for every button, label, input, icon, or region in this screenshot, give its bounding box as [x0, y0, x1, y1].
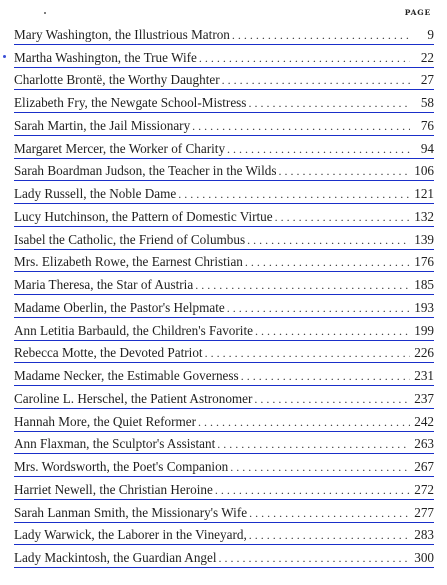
toc-entry-link[interactable] [14, 141, 434, 159]
toc-entry [14, 22, 434, 45]
toc-entry [14, 363, 434, 386]
dot-leader [217, 436, 410, 452]
toc-entry-page-number: 272 [414, 481, 434, 497]
toc-entry-link[interactable] [14, 72, 434, 90]
dot-leader [247, 232, 410, 248]
toc-entry [14, 272, 434, 295]
dot-leader [205, 345, 410, 361]
dot-leader [192, 118, 410, 134]
toc-entry-title: Mrs. Wordsworth, the Poet's Companion [14, 459, 229, 474]
dot-leader [232, 27, 410, 43]
toc-entry [14, 409, 434, 432]
dot-leader [215, 482, 410, 498]
toc-entry-title: Elizabeth Fry, the Newgate School-Mistress [14, 95, 247, 110]
dot-leader [219, 550, 410, 566]
toc-entry-page-number: 121 [414, 186, 434, 201]
toc-entry-link[interactable] [14, 118, 434, 136]
toc-entry-link[interactable] [14, 95, 434, 113]
dot-leader [255, 323, 410, 339]
toc-entry-title: Madame Necker, the Estimable Governess [14, 368, 239, 383]
toc-entry-title: Margaret Mercer, the Worker of Charity [14, 140, 226, 156]
toc-entry [14, 68, 434, 91]
toc-entry-page-number: 199 [414, 322, 434, 338]
toc-entry-title: Rebecca Motte, the Devoted Patriot [14, 345, 203, 361]
dot-leader [178, 186, 410, 202]
toc-entry-page-number: 283 [414, 527, 434, 543]
toc-entry-title: Sarah Martin, the Jail Missionary [14, 117, 191, 133]
toc-entry-page-number: 263 [414, 436, 434, 452]
toc-entry [14, 545, 434, 568]
toc-entry [14, 432, 434, 455]
toc-entry [14, 136, 434, 159]
dot-leader [222, 72, 410, 88]
toc-entry-title: Caroline L. Herschel, the Patient Astronomer [14, 390, 253, 406]
toc-entry-link[interactable] [14, 482, 434, 500]
toc-entry-title: Maria Theresa, the Star of Austria [14, 277, 194, 292]
toc-entry-page-number: 176 [414, 254, 434, 270]
toc-entry-title: Madame Oberlin, the Pastor's Helpmate [14, 299, 225, 315]
toc-entry [14, 341, 434, 364]
toc-entry [14, 204, 434, 227]
toc-entry-page-number: 242 [414, 413, 434, 429]
dot-leader [278, 163, 410, 179]
toc-entry-link[interactable] [14, 459, 434, 477]
toc-entry-link[interactable] [14, 391, 434, 409]
toc-entry-page-number: 185 [414, 277, 434, 292]
dot-leader [245, 254, 410, 270]
toc-entry-title: Mary Washington, the Illustrious Matron [14, 26, 230, 42]
toc-entry [14, 45, 434, 68]
toc-entry-title: Hannah More, the Quiet Reformer [14, 413, 196, 429]
dot-leader [199, 50, 410, 66]
toc-entry-page-number: 76 [420, 117, 434, 133]
toc-entry [14, 181, 434, 204]
toc-entry-title: Lady Mackintosh, the Guardian Angel [14, 550, 217, 565]
toc-entry [14, 295, 434, 318]
toc-entry-link[interactable] [14, 50, 434, 68]
toc-entry-page-number: 139 [414, 231, 434, 247]
toc-entry-link[interactable] [14, 232, 434, 250]
dot-leader [249, 527, 410, 543]
page-column-header: PAGE [404, 8, 431, 17]
toc-entry-page-number: 277 [414, 504, 434, 520]
toc-entry-link[interactable] [14, 436, 434, 454]
toc-entry-link[interactable] [14, 300, 434, 318]
table-of-contents [14, 22, 434, 568]
toc-entry-title: Mrs. Elizabeth Rowe, the Earnest Christian [14, 254, 243, 270]
toc-entry [14, 227, 434, 250]
toc-entry-page-number: 193 [414, 299, 434, 315]
toc-entry-page-number: 226 [414, 345, 434, 361]
toc-entry-link[interactable] [14, 368, 434, 386]
toc-entry-link[interactable] [14, 254, 434, 272]
toc-entry-page-number: 22 [420, 49, 434, 65]
toc-entry-title: Sarah Boardman Judson, the Teacher in the Wilds [14, 163, 277, 179]
dot-leader [230, 459, 410, 475]
dot-leader [227, 141, 410, 157]
toc-entry-title: Charlotte Brontë, the Worthy Daughter [14, 72, 220, 88]
toc-entry-link[interactable] [14, 527, 434, 545]
margin-ink-dot [3, 55, 6, 58]
toc-entry [14, 159, 434, 182]
toc-entry-page-number: 58 [420, 95, 434, 110]
toc-entry-page-number: 231 [414, 368, 434, 383]
toc-entry-title: Ann Letitia Barbauld, the Children's Favorite [14, 322, 253, 338]
toc-entry [14, 477, 434, 500]
toc-entry-page-number: 27 [420, 72, 434, 88]
toc-entry-page-number: 106 [414, 163, 434, 179]
toc-entry [14, 523, 434, 546]
dot-leader [227, 300, 410, 316]
toc-entry-page-number: 94 [420, 140, 434, 156]
toc-entry [14, 113, 434, 136]
toc-entry-page-number: 9 [427, 26, 434, 42]
dot-leader [195, 277, 410, 293]
toc-entry-title: Lady Russell, the Noble Dame [14, 186, 177, 201]
toc-entry [14, 454, 434, 477]
toc-entry-page-number: 237 [414, 390, 434, 406]
toc-entry-page-number: 300 [414, 550, 434, 565]
toc-entry [14, 386, 434, 409]
dot-leader [241, 368, 410, 384]
toc-entry-title: Lucy Hutchinson, the Pattern of Domestic Virtue [14, 208, 273, 224]
toc-entry-link[interactable] [14, 27, 434, 45]
dot-leader [248, 95, 410, 111]
toc-entry-title: Martha Washington, the True Wife [14, 49, 197, 65]
toc-entry [14, 90, 434, 113]
toc-entry-link[interactable] [14, 323, 434, 341]
dot-leader [249, 505, 410, 521]
toc-entry-title: Lady Warwick, the Laborer in the Vineyard, [14, 527, 247, 543]
stray-ink-mark [44, 12, 46, 14]
toc-entry-link[interactable] [14, 550, 434, 568]
toc-entry [14, 250, 434, 273]
toc-entry [14, 318, 434, 341]
toc-entry-title: Ann Flaxman, the Sculptor's Assistant [14, 436, 216, 452]
toc-entry [14, 500, 434, 523]
toc-entry-page-number: 132 [414, 208, 434, 224]
dot-leader [275, 209, 410, 225]
toc-entry-link[interactable] [14, 209, 434, 227]
toc-entry-link[interactable] [14, 505, 434, 523]
toc-entry-title: Harriet Newell, the Christian Heroine [14, 481, 213, 497]
toc-entry-link[interactable] [14, 345, 434, 363]
toc-entry-link[interactable] [14, 186, 434, 204]
toc-entry-page-number: 267 [414, 459, 434, 474]
toc-entry-title: Isabel the Catholic, the Friend of Columbus [14, 231, 246, 247]
toc-entry-link[interactable] [14, 163, 434, 181]
toc-entry-link[interactable] [14, 277, 434, 295]
toc-entry-title: Sarah Lanman Smith, the Missionary's Wife [14, 504, 248, 520]
toc-entry-link[interactable] [14, 414, 434, 432]
dot-leader [254, 391, 410, 407]
dot-leader [198, 414, 410, 430]
